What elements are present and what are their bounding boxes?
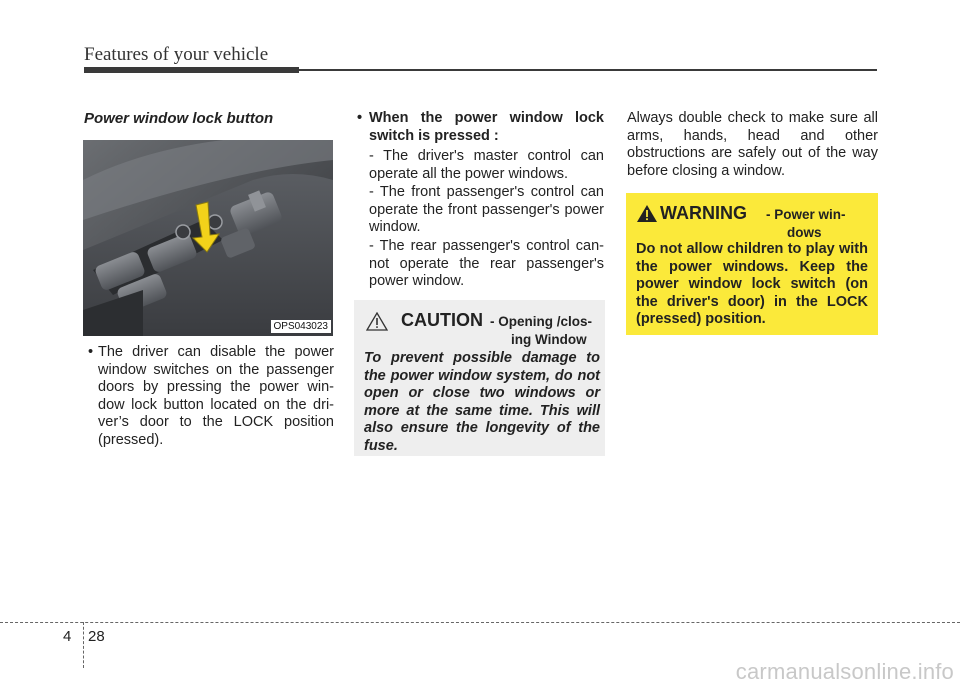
warning-label: WARNING xyxy=(660,203,747,223)
right-text: Always double check to make sure all arms, hands, head and other obstructions are safely out of the way before closing a window. xyxy=(627,110,878,179)
caution-label: CAUTION xyxy=(401,310,483,330)
warning-triangle-icon xyxy=(636,204,658,228)
left-bullet-text: The driver can disable the power window switches on the passenger doors by pressing the power win-dow lock button located on the dri-ver’s door to the LOCK position (pressed). xyxy=(98,344,334,448)
caution-text: To prevent possible damage to the power window system, do not open or close two windows or more at the same time. This will also ensure the longevity of the fuse. xyxy=(364,350,600,454)
left-bullet xyxy=(88,344,334,450)
footer-divider xyxy=(83,622,84,668)
watermark: carmanualsonline.info xyxy=(735,659,954,684)
header-bar xyxy=(84,67,299,73)
bullet-dot: • xyxy=(88,344,94,360)
section-heading: Power window lock button xyxy=(84,110,274,127)
dash-item-1 xyxy=(369,148,604,183)
caution-triangle-icon xyxy=(366,312,388,336)
dash-item-3 xyxy=(369,238,604,291)
photo-code: OPS043023 xyxy=(271,320,332,333)
header-rule xyxy=(299,69,877,71)
door-switch-photo xyxy=(83,140,333,336)
warning-subtitle-2: dows xyxy=(787,225,822,240)
warning-subtitle: - Power win- xyxy=(766,207,846,222)
mid-bullet-text: When the power window lock switch is pressed : xyxy=(369,110,604,144)
caution-box xyxy=(354,300,605,456)
caution-subtitle: - Opening /clos- xyxy=(490,314,593,329)
mid-bullet xyxy=(357,110,604,145)
header-title: Features of your vehicle xyxy=(84,44,269,65)
warning-box xyxy=(626,193,878,335)
dash-item-text: - The driver's master control can operate all the power windows. xyxy=(369,148,604,182)
dash-item-text: - The rear passenger's control can-not operate the rear passenger's power window. xyxy=(369,238,604,290)
page-number: 28 xyxy=(88,628,105,645)
page-chapter: 4 xyxy=(63,628,72,645)
dash-item-text: - The front passenger's control can operate the front passenger's power window. xyxy=(369,184,604,236)
caution-subtitle-2: ing Window xyxy=(511,332,587,347)
bullet-dot: • xyxy=(357,110,363,126)
warning-text: Do not allow children to play with the power windows. Keep the power window lock switch (on the driver's door) in the LOCK (pressed) position. xyxy=(636,241,868,328)
dash-item-2 xyxy=(369,184,604,237)
footer-rule xyxy=(0,622,960,623)
